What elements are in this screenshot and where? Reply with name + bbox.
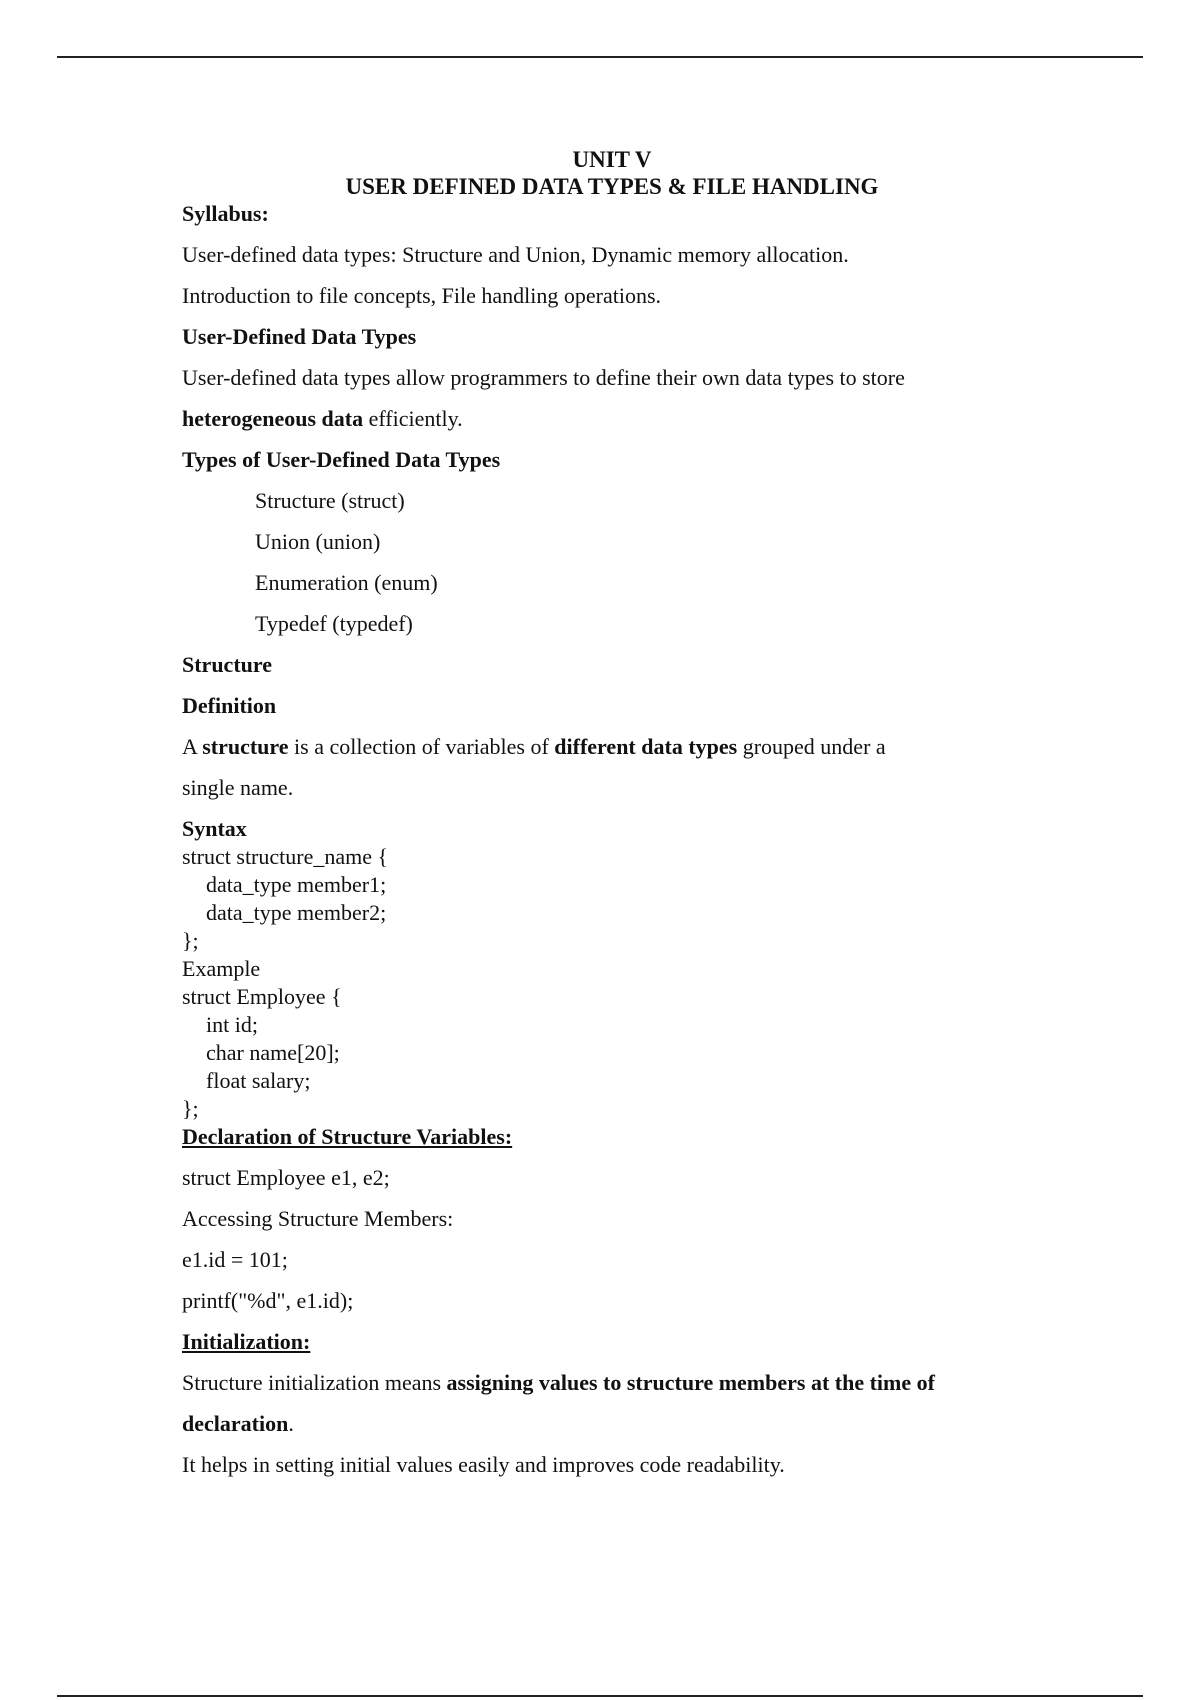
structure-heading: Structure (182, 652, 273, 677)
udt-text-rest: efficiently. (363, 406, 463, 431)
syllabus-heading: Syllabus: (182, 201, 269, 226)
def-bold-structure: structure (202, 734, 289, 759)
def-text-c: grouped under a (737, 734, 886, 759)
types-heading: Types of User-Defined Data Types (182, 447, 501, 472)
syntax-heading: Syntax (182, 816, 247, 841)
udt-heading: User-Defined Data Types (182, 324, 417, 349)
example-line-4: float salary; (206, 1068, 311, 1093)
syntax-code (182, 843, 1042, 955)
def-text-b: is a collection of variables of (288, 734, 555, 759)
types-item-enum: Enumeration (enum) (255, 570, 438, 595)
print-code: printf("%d", e1.id); (182, 1288, 354, 1313)
types-item-struct: Structure (struct) (255, 488, 405, 513)
initialization-line-1 (182, 1369, 1042, 1397)
syllabus-line-2: Introduction to file concepts, File handling operations. (182, 283, 662, 308)
bottom-rule (57, 1695, 1143, 1697)
top-rule (57, 56, 1143, 58)
title-block (142, 146, 1082, 200)
example-line-5: }; (182, 1096, 199, 1121)
udt-text-line-2 (182, 405, 1042, 433)
unit-title: UNIT V (572, 147, 652, 172)
initialization-line-2 (182, 1410, 1042, 1438)
example-line-2: int id; (206, 1012, 258, 1037)
definition-heading: Definition (182, 693, 277, 718)
page-content (182, 146, 1042, 1479)
init-text-b: . (288, 1411, 294, 1436)
def-bold-types: different data types (554, 734, 738, 759)
example-label: Example (182, 956, 261, 981)
init-bold-a: assigning values to structure members at the time of (446, 1370, 935, 1395)
initialization-note: It helps in setting initial values easily and improves code readability. (182, 1452, 785, 1477)
def-text-a: A (182, 734, 203, 759)
definition-line-1 (182, 733, 1042, 761)
syntax-line-3: data_type member2; (206, 900, 387, 925)
accessing-heading: Accessing Structure Members: (182, 1206, 454, 1231)
definition-line-2: single name. (182, 775, 294, 800)
types-item-union: Union (union) (255, 529, 381, 554)
example-line-1: struct Employee { (182, 984, 342, 1009)
syllabus-line-1: User-defined data types: Structure and Union, Dynamic memory allocation. (182, 242, 849, 267)
initialization-heading: Initialization: (182, 1329, 311, 1354)
syntax-line-4: }; (182, 928, 199, 953)
types-item-typedef: Typedef (typedef) (255, 611, 413, 636)
example-code (182, 983, 1042, 1123)
assign-code: e1.id = 101; (182, 1247, 288, 1272)
syntax-line-1: struct structure_name { (182, 844, 389, 869)
udt-text-line-1: User-defined data types allow programmers to define their own data types to store (182, 365, 905, 390)
udt-bold-term: heterogeneous data (182, 406, 364, 431)
syntax-line-2: data_type member1; (206, 872, 387, 897)
chapter-title: USER DEFINED DATA TYPES & FILE HANDLING (345, 174, 879, 199)
init-bold-b: declaration (182, 1411, 289, 1436)
init-text-a: Structure initialization means (182, 1370, 447, 1395)
example-line-3: char name[20]; (206, 1040, 340, 1065)
declaration-heading: Declaration of Structure Variables: (182, 1124, 513, 1149)
declaration-code: struct Employee e1, e2; (182, 1165, 390, 1190)
